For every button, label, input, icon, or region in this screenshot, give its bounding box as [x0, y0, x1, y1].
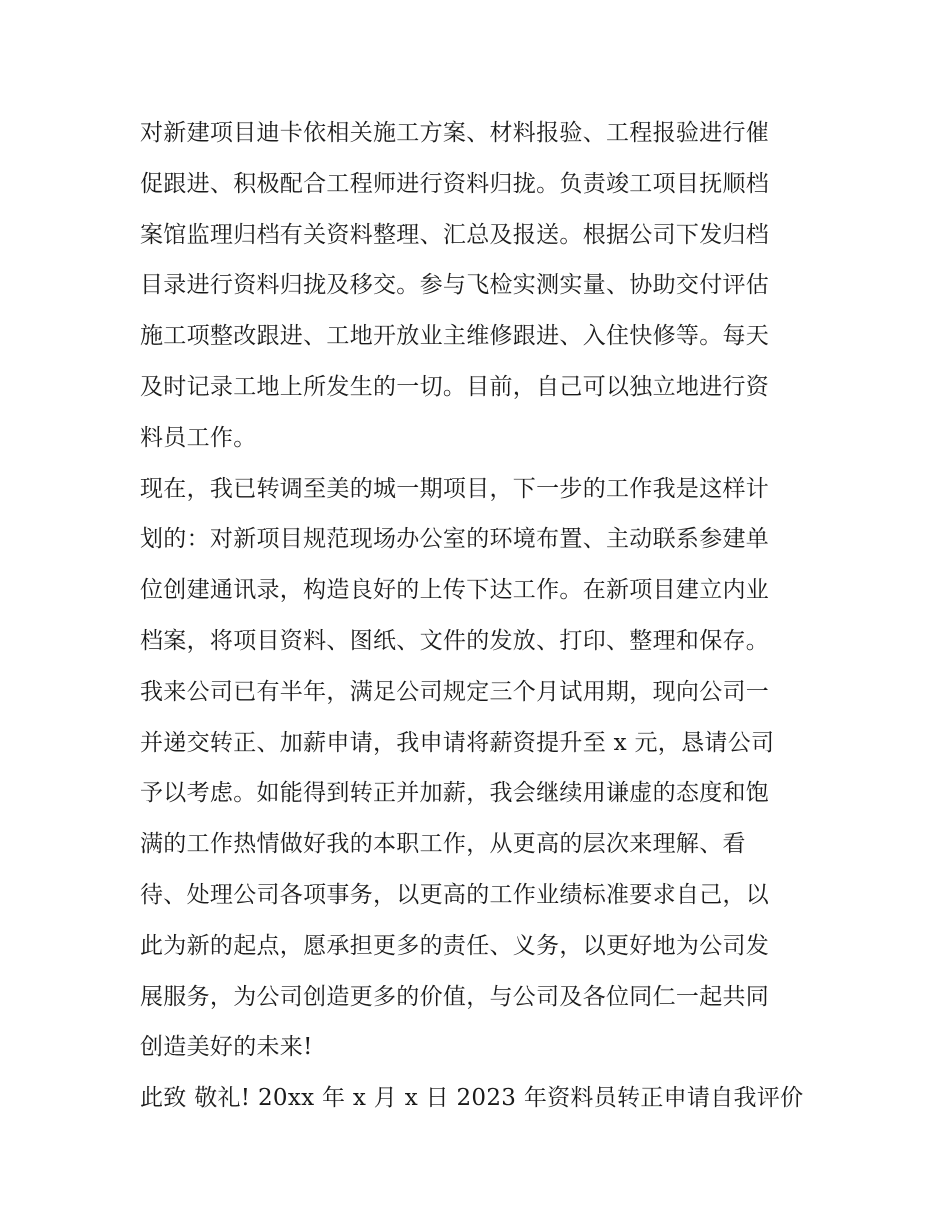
text-line: 并递交转正、加薪申请，我申请将薪资提升至 x 元，恳请公司	[140, 729, 775, 756]
text-line: 展服务，为公司创造更多的价值，与公司及各位同仁一起共同	[140, 983, 770, 1010]
text-line: 此为新的起点，愿承担更多的责任、义务，以更好地为公司发	[140, 932, 770, 959]
text-line: 及时记录工地上所发生的一切。目前，自己可以独立地进行资	[140, 373, 770, 400]
text-line: 我来公司已有半年，满足公司规定三个月试用期，现向公司一	[140, 678, 770, 705]
text-line: 促跟进、积极配合工程师进行资料归拢。负责竣工项目抚顺档	[140, 170, 770, 197]
text-line: 目录进行资料归拢及移交。参与飞检实测实量、协助交付评估	[140, 272, 770, 299]
text-line: 待、处理公司各项事务，以更高的工作业绩标准要求自己，以	[140, 881, 770, 908]
text-line: 料员工作。	[140, 424, 257, 451]
text-line: 位创建通讯录，构造良好的上传下达工作。在新项目建立内业	[140, 577, 770, 604]
closing-line: 此致 敬礼! 20xx 年 x 月 x 日 2023 年资料员转正申请自我评价	[140, 1085, 804, 1112]
text-line: 划的：对新项目规范现场办公室的环境布置、主动联系参建单	[140, 526, 770, 553]
text-line: 创造美好的未来!	[140, 1034, 313, 1061]
text-line: 对新建项目迪卡依相关施工方案、材料报验、工程报验进行催	[140, 120, 770, 146]
document-body	[140, 108, 820, 1124]
text-line: 施工项整改跟进、工地开放业主维修跟进、入住快修等。每天	[140, 323, 770, 350]
text-line: 予以考虑。如能得到转正并加薪，我会继续用谦虚的态度和饱	[140, 780, 770, 807]
text-line: 现在，我已转调至美的城一期项目，下一步的工作我是这样计	[140, 475, 770, 502]
text-line: 档案，将项目资料、图纸、文件的发放、打印、整理和保存。	[140, 627, 770, 654]
text-line: 满的工作热情做好我的本职工作，从更高的层次来理解、看	[140, 831, 746, 858]
text-line: 案馆监理归档有关资料整理、汇总及报送。根据公司下发归档	[140, 221, 770, 248]
